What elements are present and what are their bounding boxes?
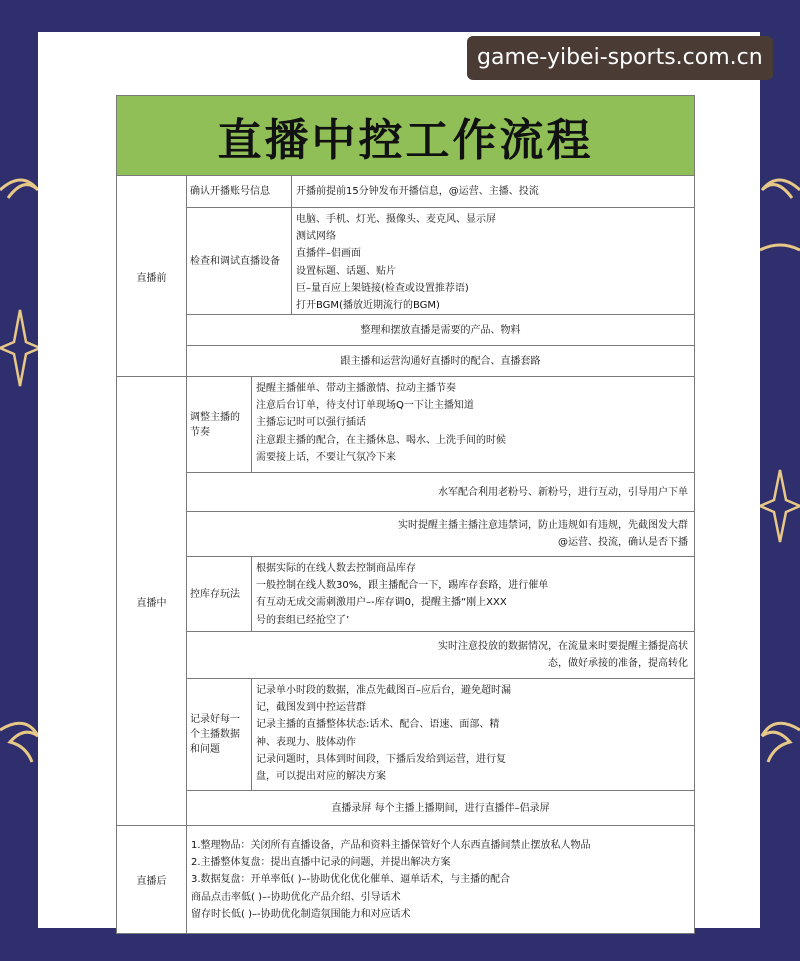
- row-content: 记录单小时段的数据，准点先截图百–应后台，避免超时漏 记，截图发到中控运营群 记录主播的直播整体状态:话术、配合、语速、面部、精 神、表现力、肢体动作 记录问题时，具体到时间段，下播后发给到运营，进行复 盘，可以提出对应的解决方案: [256, 685, 511, 783]
- row-content: 提醒主播催单、带动主播激情、拉动主播节奏 注意后台订单，待支付订单现场Q一下让主播知道 主播忘记时可以强行插话 注意跟主播的配合，在主播休息、喝水、上洗手间的时候 需要接上话，不要让气氛冷下来: [256, 383, 506, 463]
- ornament-left-icon: [0, 80, 40, 860]
- table-row: [187, 512, 694, 557]
- table-row: [187, 791, 694, 825]
- page-title: 直播中控工作流程: [117, 96, 694, 176]
- section-during-live: [117, 377, 694, 826]
- row-heading: 检查和调试直播设备: [187, 208, 292, 314]
- row-content: 直播录屏 每个主播上播期间，进行直播伴–侣录屏: [331, 802, 550, 814]
- row-content: 跟主播和运营沟通好直播时的配合、直播套路: [340, 355, 541, 367]
- section-before-live: [117, 176, 694, 377]
- section-after-live: [117, 826, 694, 933]
- row-content: 开播前提前15分钟发布开播信息，@运营、主播、投流: [296, 185, 539, 197]
- row-content: 水军配合利用老粉号、新粉号，进行互动，引导用户下单: [438, 486, 688, 498]
- section-label: 直播中: [117, 377, 187, 825]
- table-row: [187, 632, 694, 679]
- row-content: 根据实际的在线人数去控制商品库存 一般控制在线人数30%，跟主播配合一下，踢库存套路，进行催单 有互动无成交需刺激用户–-库存调0，提醒主播“刚上XXX 号的套组已经抢空了’: [256, 563, 549, 626]
- row-heading: 确认开播账号信息: [187, 176, 292, 207]
- ornament-right-icon: [760, 80, 800, 860]
- row-content: 1.整理物品：关闭所有直播设备，产品和资料主播保管好个人东西直播间禁止摆放私人物品 2.主播整体复盘：提出直播中记录的问题，并提出解决方案 3.数据复盘：开单率低( )–-协助优化优化催单、逼单话术，与主播的配合 商品点击率低( )–-协助优化产品介绍、引导话术 留存时长低( )–-协助优化制造氛围能力和对应话术: [191, 840, 591, 920]
- row-heading: 调整主播的节奏: [187, 377, 252, 472]
- row-content: 整理和摆放直播是需要的产品、物料: [360, 324, 521, 336]
- table-row: [187, 826, 694, 933]
- section-label: 直播后: [117, 826, 187, 933]
- section-label: 直播前: [117, 176, 187, 376]
- row-content: 电脑、手机、灯光、摄像头、麦克风、显示屏 测试网络 直播伴–侣画面 设置标题、话题、贴片 巨–量百应上架链接(检查或设置推荐语) 打开BGM(播放近期流行的BGM): [296, 214, 496, 312]
- table-row: [187, 679, 694, 791]
- table-row: [187, 473, 694, 512]
- table-row: [187, 557, 694, 632]
- row-content: 实时提醒主播主播注意违禁词，防止违规如有违规，先截图发大群 @运营、投流，确认是否下播: [398, 520, 688, 548]
- watermark-badge: game-yibei-sports.com.cn: [467, 36, 773, 80]
- table-row: [187, 346, 694, 376]
- workflow-table: [116, 95, 695, 934]
- table-row: [187, 315, 694, 346]
- table-row: [187, 377, 694, 473]
- table-row: [187, 208, 694, 315]
- row-heading: 记录好每一个主播数据和问题: [187, 679, 252, 790]
- row-heading: 控库存玩法: [187, 557, 252, 631]
- row-content: 实时注意投放的数据情况，在流量来时要提醒主播提高状 态，做好承接的准备，提高转化: [438, 641, 688, 669]
- table-row: [187, 176, 694, 208]
